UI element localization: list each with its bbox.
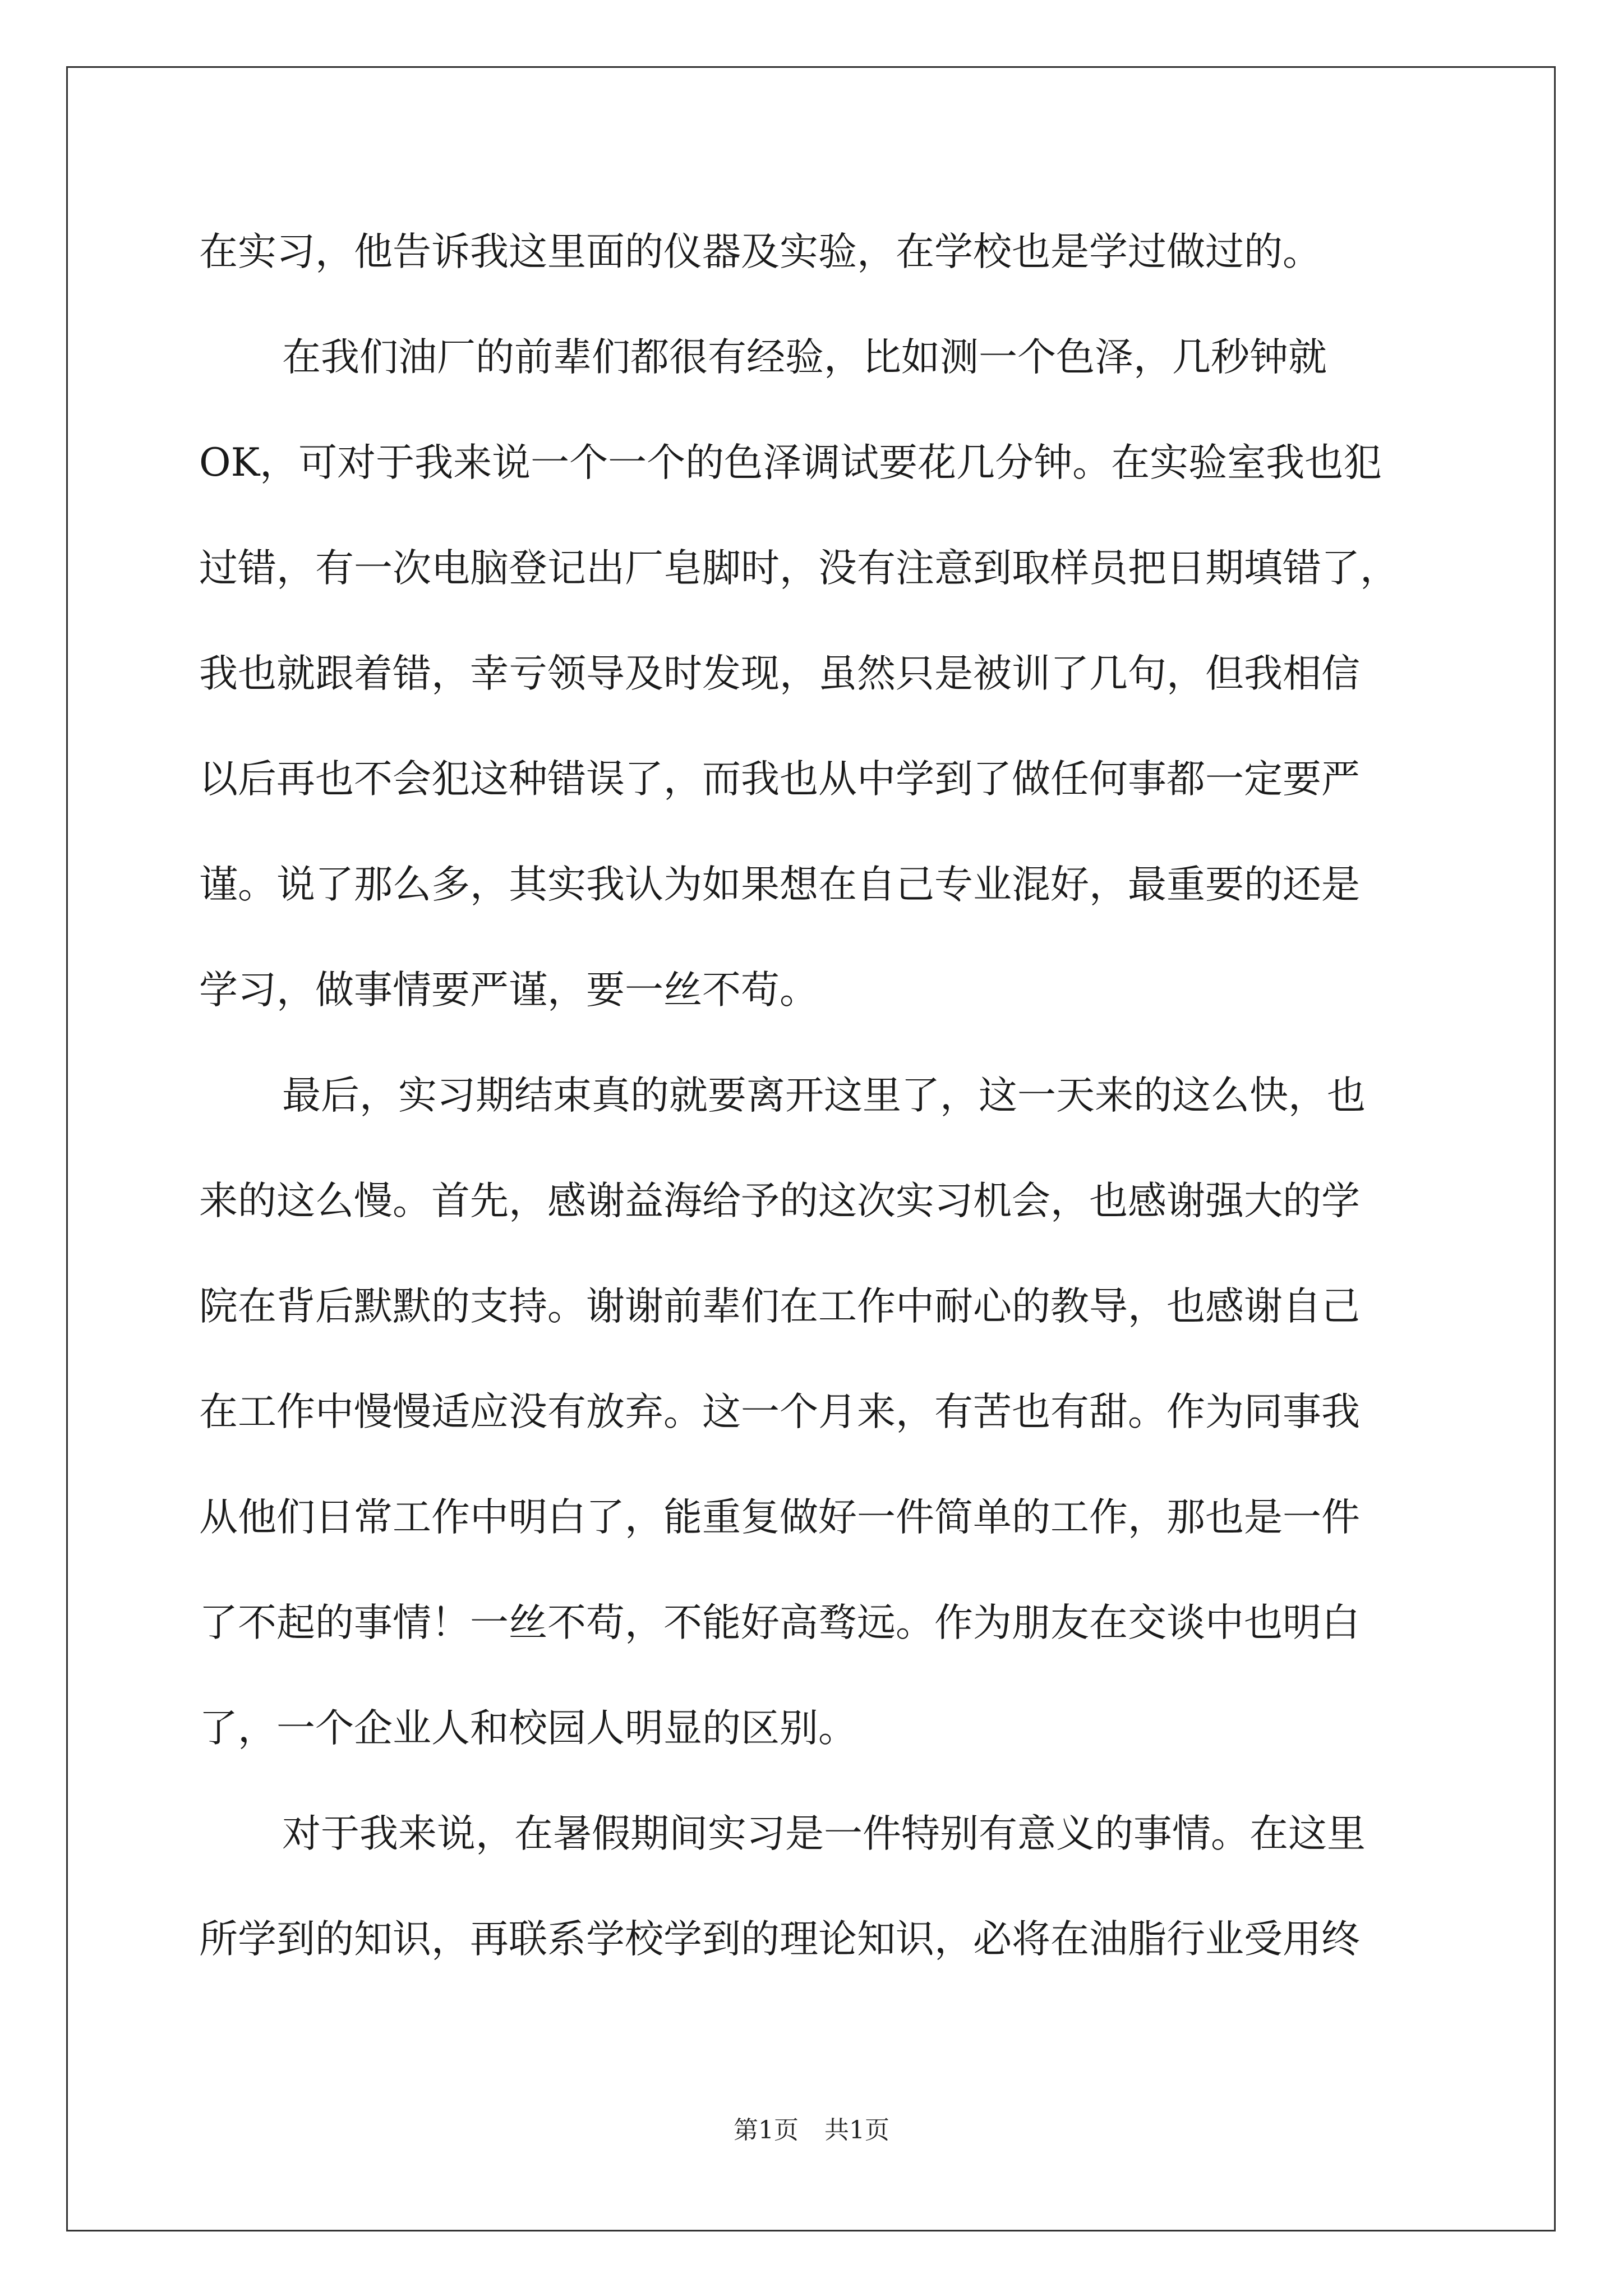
paragraph-4 (199, 1781, 1433, 1992)
text-line: 所学到的知识，再联系学校学到的理论知识，必将在油脂行业受用终 (199, 1917, 1360, 1962)
paragraph-2 (199, 305, 1433, 1043)
page-footer (0, 2114, 1623, 2147)
text-line: 在实习，他告诉我这里面的仪器及实验，在学校也是学过做过的。 (199, 229, 1321, 274)
text-line: 我也就跟着错，幸亏领导及时发现，虽然只是被训了几句，但我相信 (199, 651, 1360, 696)
text-line: 过错，有一次电脑登记出厂皂脚时，没有注意到取样员把日期填错了， (199, 546, 1399, 591)
page-number: 第1页 (734, 2116, 799, 2145)
text-line: 院在背后默默的支持。谢谢前辈们在工作中耐心的教导，也感谢自己 (199, 1284, 1360, 1329)
paragraph-3 (199, 1043, 1433, 1781)
text-line: OK，可对于我来说一个一个的色泽调试要花几分钟。在实验室我也犯 (199, 440, 1382, 485)
text-line: 学习，做事情要严谨，要一丝不苟。 (199, 968, 818, 1013)
text-line: 了，一个企业人和校园人明显的区别。 (199, 1706, 857, 1751)
text-line: 最后，实习期结束真的就要离开这里了，这一天来的这么快，也 (282, 1073, 1366, 1118)
text-line: 了不起的事情！一丝不苟，不能好高骛远。作为朋友在交谈中也明白 (199, 1600, 1360, 1645)
text-line: 在工作中慢慢适应没有放弃。这一个月来，有苦也有甜。作为同事我 (199, 1389, 1360, 1434)
text-line: 从他们日常工作中明白了，能重复做好一件简单的工作，那也是一件 (199, 1495, 1360, 1540)
text-line: 谨。说了那么多，其实我认为如果想在自己专业混好，最重要的还是 (199, 862, 1360, 907)
text-line: 来的这么慢。首先，感谢益海给予的这次实习机会，也感谢强大的学 (199, 1179, 1360, 1223)
document-body (199, 199, 1433, 1992)
page-total: 共1页 (824, 2116, 889, 2145)
text-line: 对于我来说，在暑假期间实习是一件特别有意义的事情。在这里 (282, 1811, 1366, 1856)
text-line: 以后再也不会犯这种错误了，而我也从中学到了做任何事都一定要严 (199, 757, 1360, 802)
paragraph-1 (199, 199, 1433, 305)
text-line: 在我们油厂的前辈们都很有经验，比如测一个色泽，几秒钟就 (282, 335, 1327, 380)
